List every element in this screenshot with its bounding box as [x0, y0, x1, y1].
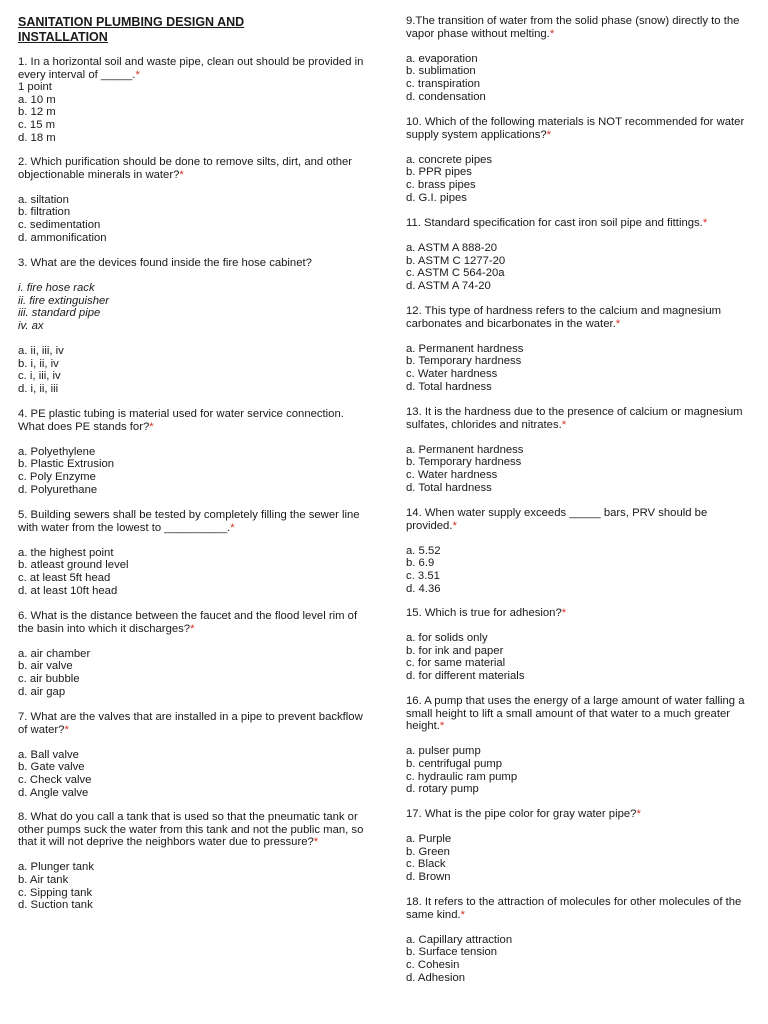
required-asterisk: * [460, 908, 466, 921]
required-asterisk: * [179, 168, 184, 181]
question-text [406, 305, 751, 330]
title-line-2: INSTALLATION [18, 30, 108, 44]
answer-option[interactable]: c. sedimentation [18, 218, 101, 231]
answer-option[interactable]: c. Water hardness [406, 367, 498, 380]
question-item [406, 808, 751, 884]
answer-options [406, 444, 751, 494]
question-text [18, 56, 370, 81]
question-text [18, 509, 370, 534]
answer-option[interactable]: a. pulser pump [406, 745, 481, 758]
answer-option[interactable]: d. air gap [18, 685, 66, 698]
answer-option[interactable]: a. the highest point [18, 546, 114, 559]
answer-option[interactable]: b. Surface tension [406, 946, 498, 959]
question-text [18, 408, 370, 433]
answer-options [18, 547, 370, 597]
question-stem: 7. What are the valves that are installed in a pipe to prevent backflow of water? [18, 711, 363, 736]
question-text [18, 156, 370, 181]
question-text [406, 695, 751, 733]
answer-option[interactable]: d. at least 10ft head [18, 584, 118, 597]
answer-options [18, 749, 370, 799]
question-item [406, 305, 751, 393]
question-item [18, 156, 370, 244]
answer-option[interactable]: b. centrifugal pump [406, 757, 503, 770]
required-asterisk: * [561, 418, 567, 431]
question-item [406, 217, 751, 293]
document-title [18, 15, 244, 45]
answer-option[interactable]: a. Plunger tank [18, 861, 94, 874]
answer-option[interactable]: a. ASTM A 888-20 [406, 242, 498, 255]
required-asterisk: * [135, 68, 140, 81]
answer-option[interactable]: a. Permanent hardness [406, 443, 524, 456]
question-item [406, 896, 751, 984]
answer-option[interactable]: a. siltation [18, 193, 69, 206]
question-item [18, 711, 370, 799]
answer-option[interactable]: c. Check valve [18, 773, 92, 786]
question-text [406, 116, 751, 141]
answer-option[interactable]: d. Adhesion [406, 971, 466, 984]
question-item [18, 509, 370, 597]
question-item [406, 507, 751, 595]
question-text [406, 607, 751, 620]
answer-option[interactable]: b. 12 m [18, 106, 56, 119]
question-stem: 11. Standard specification for cast iron soil pipe and fittings. [406, 217, 703, 229]
answer-option[interactable]: b. Gate valve [18, 761, 85, 774]
question-item [406, 406, 751, 494]
question-stem: 2. Which purification should be done to remove silts, dirt, and other objectionable minerals in water? [18, 156, 353, 181]
answer-option[interactable]: a. Permanent hardness [406, 342, 524, 355]
answer-option[interactable]: a. Purple [406, 833, 452, 846]
question-stem: 16. A pump that uses the energy of a large amount of water falling a small height to lift a small amount of that water to a much greater height. [406, 695, 745, 733]
question-stem: 8. What do you call a tank that is used so that the pneumatic tank or other pumps suck the water from this tank and not the public man, so that it will not deprive the neighbors water due to pressure? [18, 811, 364, 849]
answer-options [406, 934, 751, 984]
question-stem: 10. Which of the following materials is NOT recommended for water supply system applications? [406, 116, 745, 141]
answer-option[interactable]: d. condensation [406, 90, 486, 103]
answer-option[interactable]: d. Total hardness [406, 481, 492, 494]
answer-option[interactable]: a. Ball valve [18, 748, 79, 761]
answer-options [406, 242, 751, 292]
question-stem: 14. When water supply exceeds _____ bars, PRV should be provided. [406, 507, 708, 532]
answer-options [18, 345, 370, 395]
answer-option[interactable]: a. for solids only [406, 632, 488, 645]
question-stem: 6. What is the distance between the faucet and the flood level rim of the basin into which it discharges? [18, 610, 358, 635]
answer-options [406, 343, 751, 393]
question-stem: 3. What are the devices found inside the fire hose cabinet? [18, 257, 312, 269]
answer-options [18, 861, 370, 911]
roman-item: iii. standard pipe [18, 307, 101, 320]
points-label: 1 point [18, 81, 52, 94]
answer-option[interactable]: c. at least 5ft head [18, 571, 111, 584]
answer-option[interactable]: d. Total hardness [406, 380, 492, 393]
answer-option[interactable]: d. 18 m [18, 131, 56, 144]
answer-option[interactable]: a. concrete pipes [406, 153, 493, 166]
answer-options [406, 632, 751, 682]
required-asterisk: * [313, 836, 319, 849]
answer-option[interactable]: b. 6.9 [406, 557, 435, 570]
question-stem: 5. Building sewers shall be tested by completely filling the sewer line with water from the lowest to __________. [18, 509, 360, 534]
question-stem: 4. PE plastic tubing is material used for water service connection. What does PE stands for? [18, 408, 344, 433]
title-line-1: SANITATION PLUMBING DESIGN AND [18, 15, 245, 29]
answer-option[interactable]: c. Poly Enzyme [18, 470, 96, 483]
answer-option[interactable]: a. ii, iii, iv [18, 345, 64, 358]
answer-option[interactable]: c. brass pipes [406, 178, 476, 191]
required-asterisk: * [439, 720, 445, 733]
question-stem: 1. In a horizontal soil and waste pipe, clean out should be provided in every interval of _____. [18, 56, 364, 81]
required-asterisk: * [702, 217, 708, 229]
question-stem: 9.The transition of water from the solid phase (snow) directly to the vapor phase without melting. [406, 15, 740, 40]
question-text [406, 808, 751, 821]
question-text [406, 507, 751, 532]
required-asterisk: * [64, 723, 69, 736]
answer-options [18, 446, 370, 496]
answer-option[interactable]: a. 5.52 [406, 544, 441, 557]
answer-option[interactable]: b. Temporary hardness [406, 456, 522, 469]
question-stem: 12. This type of hardness refers to the calcium and magnesium carbonates and bicarbonates in the water. [406, 305, 722, 330]
question-item [406, 607, 751, 683]
answer-option[interactable]: b. Plastic Extrusion [18, 458, 115, 471]
answer-option[interactable]: b. for ink and paper [406, 644, 504, 657]
answer-option[interactable]: d. i, ii, iii [18, 382, 59, 395]
question-item [18, 811, 370, 912]
answer-option[interactable]: d. for different materials [406, 669, 525, 682]
answer-option[interactable]: d. rotary pump [406, 783, 479, 796]
answer-option[interactable]: d. G.I. pipes [406, 191, 467, 204]
answer-option[interactable]: c. 15 m [18, 118, 56, 131]
question-item [18, 408, 370, 496]
answer-option[interactable]: d. Polyurethane [18, 483, 98, 496]
answer-option[interactable]: d. Suction tank [18, 899, 93, 912]
question-text [406, 217, 751, 230]
question-item [406, 116, 751, 204]
question-stem: 15. Which is true for adhesion? [406, 607, 562, 619]
answer-option[interactable]: a. 10 m [18, 93, 56, 106]
answer-options [18, 648, 370, 698]
required-asterisk: * [561, 607, 567, 619]
answer-option[interactable]: c. Sipping tank [18, 886, 93, 899]
question-text [406, 406, 751, 431]
answer-option[interactable]: a. Capillary attraction [406, 933, 513, 946]
answer-option[interactable]: a. evaporation [406, 52, 478, 65]
answer-option[interactable]: d. 4.36 [406, 582, 441, 595]
answer-option[interactable]: b. Green [406, 845, 450, 858]
answer-options [406, 833, 751, 883]
question-stem: 17. What is the pipe color for gray water pipe? [406, 808, 637, 820]
required-asterisk: * [546, 128, 552, 141]
required-asterisk: * [615, 317, 621, 330]
question-text [406, 896, 751, 921]
question-text [18, 257, 370, 270]
required-asterisk: * [190, 622, 195, 635]
answer-option[interactable]: a. Polyethylene [18, 445, 96, 458]
answer-options [18, 194, 370, 244]
question-text [18, 610, 370, 635]
answer-option[interactable]: d. ammonification [18, 231, 107, 244]
answer-option[interactable]: b. air valve [18, 660, 73, 673]
answer-option[interactable]: b. Air tank [18, 873, 69, 886]
answer-options [18, 94, 370, 144]
answer-option[interactable]: c. 3.51 [406, 569, 440, 582]
question-text [18, 711, 370, 736]
answer-option[interactable]: d. ASTM A 74-20 [406, 279, 491, 292]
answer-option[interactable]: c. ASTM C 564-20a [406, 267, 505, 280]
required-asterisk: * [149, 420, 154, 433]
answer-option[interactable]: b. sublimation [406, 65, 476, 78]
required-asterisk: * [230, 521, 235, 534]
roman-item: i. fire hose rack [18, 282, 95, 295]
answer-option[interactable]: d. Brown [406, 870, 451, 883]
question-item [18, 257, 370, 396]
question-stem: 13. It is the hardness due to the presence of calcium or magnesium sulfates, chlorides and nitrates. [406, 406, 743, 431]
answer-option[interactable]: b. filtration [18, 206, 71, 219]
required-asterisk: * [452, 519, 457, 532]
answer-option[interactable]: b. Temporary hardness [406, 355, 522, 368]
question-text [18, 811, 370, 849]
question-item [406, 15, 751, 103]
answer-option[interactable]: d. Angle valve [18, 786, 89, 799]
roman-item-list [18, 282, 370, 332]
answer-option[interactable]: c. Black [406, 858, 446, 871]
answer-options [406, 745, 751, 795]
question-stem: 18. It refers to the attraction of molecules for other molecules of the same kind. [406, 896, 742, 921]
answer-options [406, 154, 751, 204]
answer-options [406, 545, 751, 595]
answer-option[interactable]: b. i, ii, iv [18, 357, 59, 370]
answer-option[interactable]: b. ASTM C 1277-20 [406, 254, 506, 267]
question-item [406, 695, 751, 796]
answer-option[interactable]: c. Water hardness [406, 468, 498, 481]
answer-option[interactable]: c. i, iii, iv [18, 370, 61, 383]
answer-options [406, 53, 751, 103]
answer-option[interactable]: c. hydraulic ram pump [406, 770, 518, 783]
question-text [406, 15, 751, 40]
required-asterisk: * [636, 808, 641, 820]
answer-option[interactable]: c. air bubble [18, 672, 80, 685]
roman-item: iv. ax [18, 319, 44, 332]
roman-item: ii. fire extinguisher [18, 294, 110, 307]
answer-option[interactable]: c. Cohesin [406, 958, 460, 971]
required-asterisk: * [549, 27, 555, 40]
answer-option[interactable]: a. air chamber [18, 647, 91, 660]
answer-option[interactable]: b. PPR pipes [406, 166, 472, 179]
question-item [18, 610, 370, 698]
answer-option[interactable]: b. atleast ground level [18, 559, 129, 572]
question-item [18, 56, 370, 144]
answer-option[interactable]: c. for same material [406, 657, 506, 670]
answer-option[interactable]: c. transpiration [406, 77, 481, 90]
